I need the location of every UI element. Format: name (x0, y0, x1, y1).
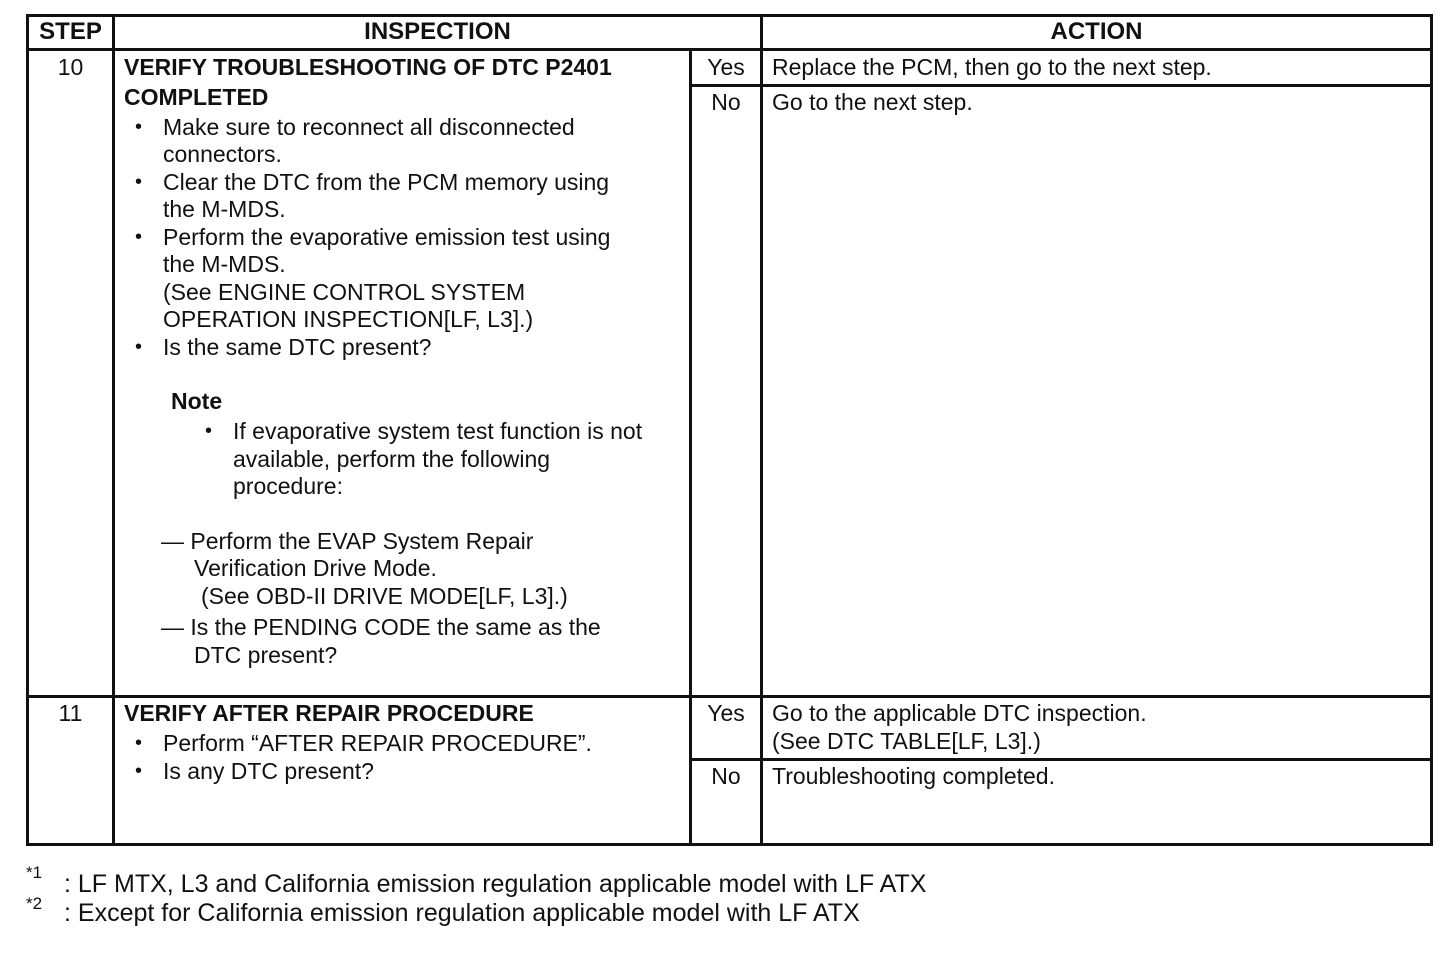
procedure-continuation: DTC present? (194, 642, 338, 668)
procedure-reference: (See OBD-II DRIVE MODE[LF, L3].) (201, 583, 568, 609)
header-step: STEP (39, 18, 102, 45)
procedure-dash-item: — Perform the EVAP System Repair (161, 528, 534, 554)
note-bullet: • If evaporative system test function is not (233, 418, 642, 445)
footnote-text: : Except for California emission regulation applicable model with LF ATX (64, 899, 860, 927)
no-label: No (711, 89, 741, 115)
table-border-bottom (26, 843, 1433, 846)
yes-action: Replace the PCM, then go to the next step. (772, 54, 1212, 80)
inspection-reference: (See ENGINE CONTROL SYSTEM (163, 279, 526, 305)
procedure-continuation: Verification Drive Mode. (194, 555, 437, 581)
procedure-dash-item: — Is the PENDING CODE the same as the (161, 614, 601, 640)
inspection-bullet: • Perform “AFTER REPAIR PROCEDURE”. (163, 730, 592, 757)
inspection-title: COMPLETED (124, 84, 269, 110)
note-label: Note (171, 388, 223, 414)
inspection-title: VERIFY TROUBLESHOOTING OF DTC P2401 (124, 54, 612, 80)
inspection-bullet-continuation: connectors. (163, 141, 282, 167)
table-border-top (26, 14, 1433, 17)
table-border-right (1430, 14, 1433, 846)
header-action: ACTION (1050, 18, 1143, 45)
no-label: No (711, 763, 741, 789)
step-number: 10 (57, 54, 84, 80)
troubleshooting-table (26, 14, 1433, 846)
inspection-reference: OPERATION INSPECTION[LF, L3].) (163, 306, 534, 332)
inspection-bullet: • Make sure to reconnect all disconnected (163, 114, 575, 141)
inspection-bullet-continuation: the M-MDS. (163, 196, 286, 222)
step-number: 11 (58, 700, 83, 726)
note-continuation: procedure: (233, 473, 343, 499)
yes-label: Yes (707, 54, 745, 80)
action-column-divider (760, 14, 763, 846)
inspection-bullet: • Clear the DTC from the PCM memory using (163, 169, 609, 196)
note-continuation: available, perform the following (233, 446, 551, 472)
footnote-text: : LF MTX, L3 and California emission regulation applicable model with LF ATX (64, 870, 927, 898)
yes-label: Yes (707, 700, 745, 726)
no-action: Troubleshooting completed. (772, 763, 1055, 789)
footnote-mark: *2 (26, 894, 43, 913)
inspection-bullet-continuation: the M-MDS. (163, 251, 286, 277)
yes-action-reference: (See DTC TABLE[LF, L3].) (772, 728, 1041, 754)
inspection-bullet: • Perform the evaporative emission test using (163, 224, 610, 251)
header-row-divider (26, 48, 1433, 51)
inspection-title: VERIFY AFTER REPAIR PROCEDURE (124, 700, 534, 726)
footnote-mark: *1 (26, 863, 43, 882)
header-inspection: INSPECTION (364, 18, 511, 45)
no-action: Go to the next step. (772, 89, 973, 115)
row-divider-10-11 (26, 695, 1433, 698)
row10-yes-no-divider (689, 84, 1433, 87)
inspection-bullet: • Is any DTC present? (163, 758, 374, 785)
row11-yes-no-divider (689, 758, 1433, 761)
step-column-divider (112, 14, 115, 846)
inspection-bullet: • Is the same DTC present? (163, 334, 431, 361)
yes-action: Go to the applicable DTC inspection. (772, 700, 1147, 726)
